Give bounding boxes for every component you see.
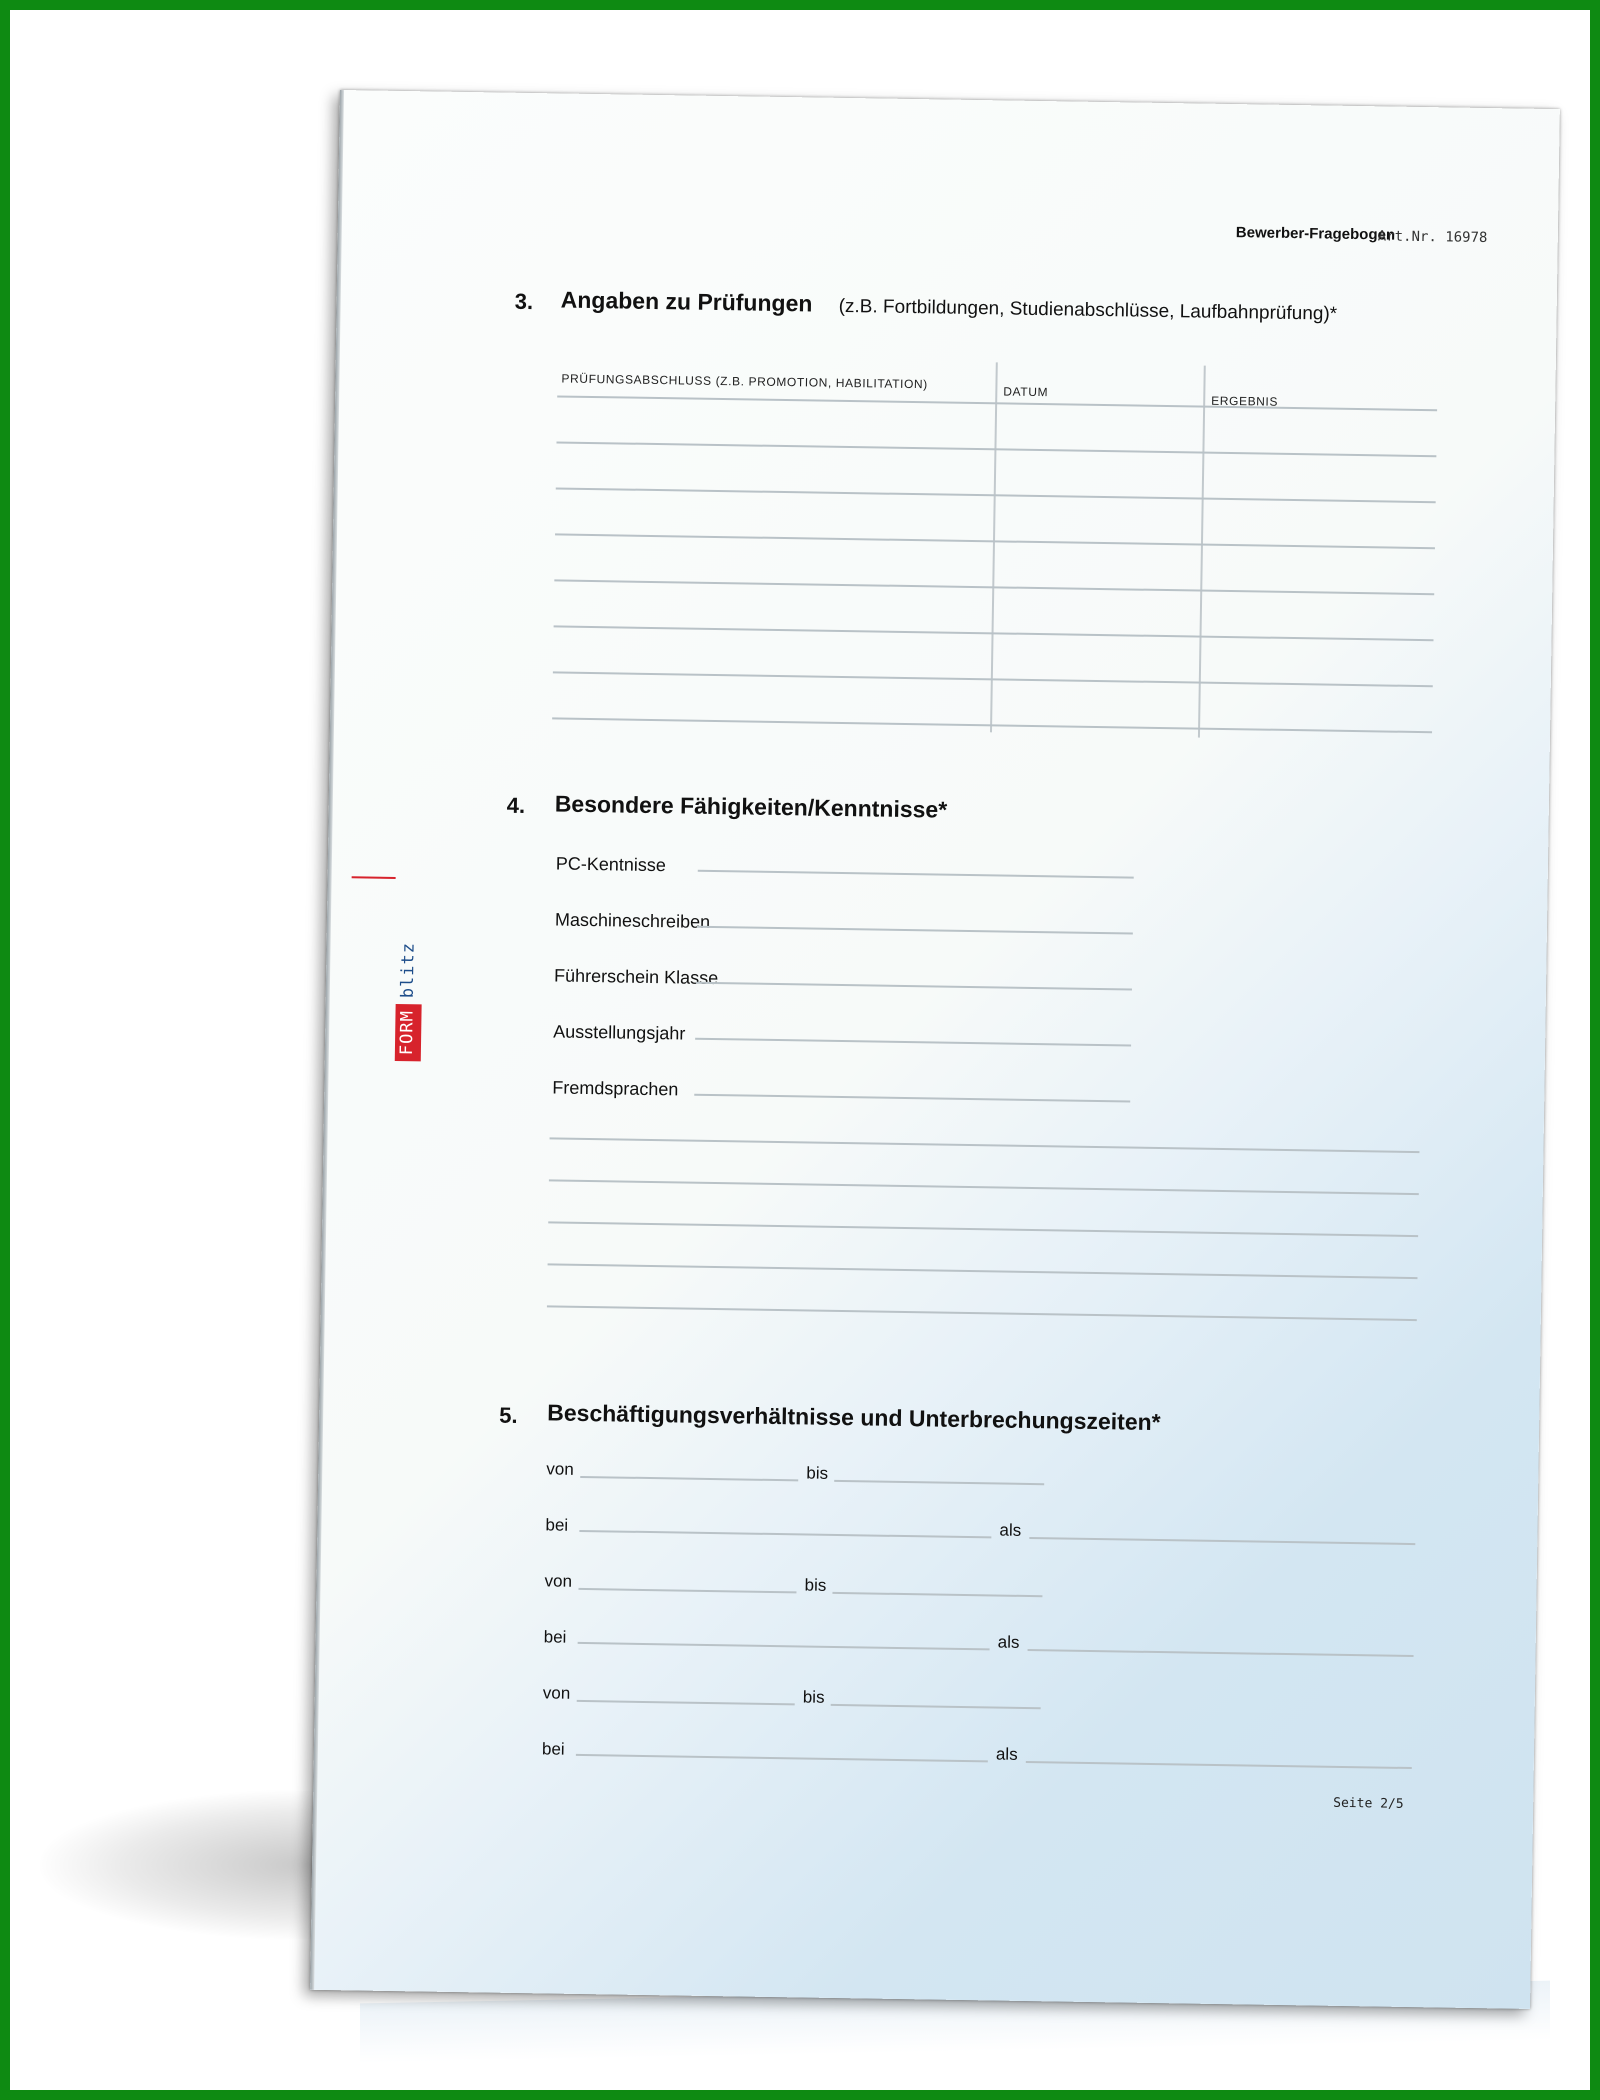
- employer-field[interactable]: [578, 1642, 990, 1650]
- document-page: [310, 90, 1560, 2009]
- von-date-field[interactable]: [580, 1476, 798, 1481]
- position-field[interactable]: [1028, 1649, 1414, 1657]
- bis-date-field[interactable]: [832, 1592, 1042, 1597]
- logo-blitz-text: blitz: [397, 941, 419, 999]
- section-5-number: 5.: [499, 1402, 518, 1428]
- bis-label: bis: [806, 1463, 829, 1483]
- von-label: von: [546, 1459, 574, 1479]
- section-3-title: Angaben zu Prüfungen: [560, 286, 813, 317]
- notes-line[interactable]: [550, 1137, 1420, 1153]
- field-label-license: Führerschein Klasse: [553, 965, 719, 989]
- logo-rule: [352, 876, 396, 879]
- section-3-subtitle: (z.B. Fortbildungen, Studienabschlüsse, Laufbahnprüfung)*: [838, 295, 1338, 325]
- field-label-languages: Fremdsprachen: [552, 1077, 679, 1100]
- als-label: als: [995, 1744, 1018, 1764]
- position-field[interactable]: [1029, 1537, 1415, 1545]
- bis-label: bis: [804, 1575, 827, 1595]
- column-divider: [990, 362, 998, 732]
- col-header-result: ERGEBNIS: [1211, 393, 1279, 409]
- position-field[interactable]: [1026, 1761, 1412, 1769]
- article-number: Art.Nr. 16978: [1377, 228, 1488, 247]
- notes-line[interactable]: [548, 1221, 1418, 1237]
- license-class-field[interactable]: [696, 982, 1132, 991]
- notes-line[interactable]: [549, 1179, 1419, 1195]
- field-label-pc: PC-Kentnisse: [555, 853, 667, 876]
- issue-year-field[interactable]: [695, 1038, 1131, 1047]
- employer-field[interactable]: [576, 1754, 988, 1762]
- section-3-number: 3.: [514, 288, 534, 315]
- notes-line[interactable]: [548, 1263, 1418, 1279]
- employer-field[interactable]: [579, 1530, 991, 1538]
- von-label: von: [542, 1683, 571, 1703]
- page-number: Seite 2/5: [1333, 1795, 1404, 1812]
- als-label: als: [999, 1520, 1022, 1540]
- field-label-issue-year: Ausstellungsjahr: [553, 1021, 686, 1044]
- typing-field[interactable]: [697, 926, 1133, 935]
- von-date-field[interactable]: [578, 1588, 796, 1593]
- section-4-title: Besondere Fähigkeiten/Kenntnisse*: [554, 790, 948, 823]
- col-header-date: DATUM: [1003, 384, 1049, 400]
- pc-skills-field[interactable]: [698, 870, 1134, 879]
- bis-date-field[interactable]: [831, 1704, 1041, 1709]
- section-4-number: 4.: [506, 792, 526, 818]
- section-5-title: Beschäftigungsverhältnisse und Unterbrechungszeiten*: [547, 1399, 1161, 1436]
- von-label: von: [544, 1571, 573, 1591]
- formblitz-logo: [395, 911, 423, 1061]
- als-label: als: [997, 1632, 1020, 1652]
- logo-form-text: FORM: [395, 1004, 422, 1061]
- bei-label: bei: [545, 1515, 569, 1535]
- von-date-field[interactable]: [577, 1700, 795, 1705]
- notes-line[interactable]: [547, 1305, 1417, 1321]
- bei-label: bei: [543, 1627, 567, 1647]
- bis-date-field[interactable]: [834, 1480, 1044, 1485]
- bis-label: bis: [802, 1687, 825, 1707]
- languages-field[interactable]: [694, 1094, 1130, 1103]
- form-title: Bewerber-Fragebogen: [1235, 224, 1396, 244]
- bei-label: bei: [541, 1739, 565, 1759]
- field-label-typing: Maschineschreiben: [554, 909, 711, 932]
- col-header-exam: PRÜFUNGSABSCHLUSS (Z.B. PROMOTION, HABILITATION): [561, 371, 928, 392]
